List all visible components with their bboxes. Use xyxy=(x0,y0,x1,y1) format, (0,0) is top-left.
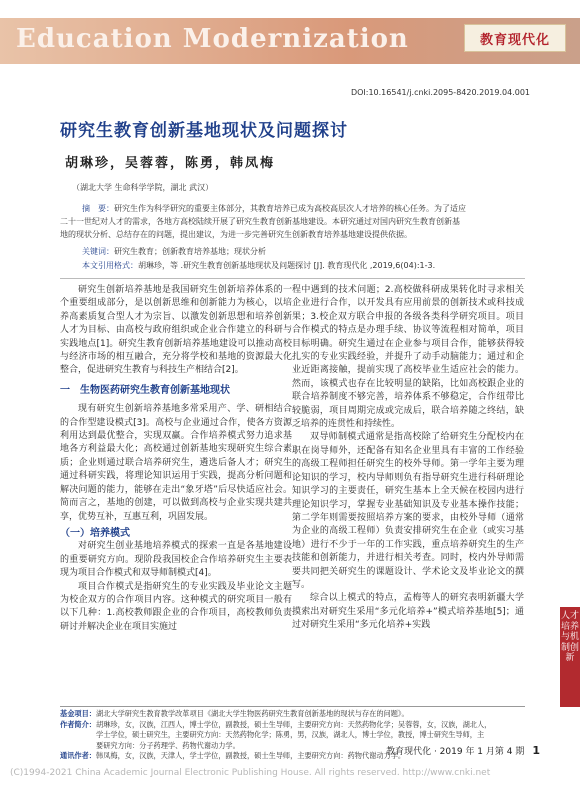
abstract xyxy=(60,202,525,241)
copyright-watermark: (C)1994-2021 China Academic Journal Electronic Publishing House. All rights reserved. http://www.cnki.net xyxy=(10,768,491,778)
body-paragraph: 程中遇到的技术问题；2.高校做科研成果转化时寻求相关企业进行合作，以开发具有应用前景的创新技术或科技成果；3.校企双方联合申报的各级各类科学研究项目。项目合作模式的特点是办理手续、协议等流程相对简单，项目目标明确。研究生通过在企业参与项目合作，能够获得较扎实的专业实践经验，并提升了动手动脑能力；通过和企业近距离接触，提前实现了高校毕业生适应社会的能力。然而，该模式也存在比较明显的缺陷，比如高校跟企业的联合培养制度不够完善，培养体系不够稳定，合作纽带比较脆弱，项目周期完成或完成后，联合培养随之终结，缺乏培养的连贯性和持续性。 xyxy=(292,285,524,430)
fund-text: 湖北大学研究生教育教学改革项目《湖北大学生物医药研究生教育创新基地的现状与存在的问题》。 xyxy=(96,709,409,718)
keywords-text: 研究生教育；创新教育培养基地；现状分析 xyxy=(114,247,266,256)
journal-name-english: Education Modernization xyxy=(16,24,409,54)
page-footer xyxy=(386,744,540,757)
body-paragraph: 现有研究生创新培养基地多常采用产、学、研相结合的合作型建设模式[3]。高校与企业通过合作，使各方资源利用达到最优整合，实现双赢。合作培养模式努力追求基地各方利益最大化；高校通过创新基地实现研究生综合素质；企业则通过联合培养研究生，遴选后备人才；研究生通过科研实践，将理论知识运用于实践，提高分析问题和解决问题的能力，能够在走出“象牙塔”后尽快适应社会。简而言之，基地的创建，可以做到高校与企业实现共建共享，优势互补，互惠互利，巩固发展。 xyxy=(60,404,292,522)
citation-text: 胡琳珍，等 .研究生教育创新基地现状及问题探讨 [J]. 教育现代化 ,2019,6(04):1-3. xyxy=(138,261,436,270)
affiliation: （湖北大学 生命科学学院，湖北 武汉） xyxy=(72,183,214,192)
page-number: 1 xyxy=(532,744,540,757)
subsection-heading: （一）培养模式 xyxy=(60,527,130,539)
body-paragraph: 双导师制模式通常是指高校除了给研究生分配校内在职在岗导师外，还配备有知名企业里具有丰富的工作经验的高级工程师担任研究生的校外导师。第一学年主要为理论知识的学习，校内导师则负有指导研究生进行科研理论知识学习的主要责任，研究生基本上全天候在校园内进行理论知识学习，掌握专业基础知识及专业基本操作技能；第二学年则需要按照培养方案的要求，由校外导师（通常为企业的高级工程师）负责安排研究生在企业（或实习基地）进行不少于一年的工作实践，重点培养研究生的生产技能和创新能力，并进行相关考查。同时，校内外导师需要共同把关研究生的课题设计、学术论文及毕业论文的撰写。 xyxy=(292,432,524,590)
corresponding-author-text: 韩凤梅，女，汉族，天津人，学士学位，副教授，硕士生导师，主要研究方向：药物代谢动力学。 xyxy=(96,751,406,760)
body-paragraph: 研究生创新培养基地是我国研究生创新培养体系的一个重要组成部分，是以创新思维和创新能力为核心，以培养高素质复合型人才为宗旨、以激发创新思想和培养创新人才为目标、由高校与政府组织或企业合作建立的科研与实践地点[1]。研究生教育创新培养基地建设可以推动高校与经济市场的相互融合，充分将学校和基地的资源最大化整合，促进研究生教育与科技生产相结合[2]。 xyxy=(60,285,292,376)
abstract-line: 地的现状分析、总结存在的问题，提出建议，为进一步完善研究生创新教育培养基地建设提供依据。 xyxy=(60,230,412,239)
author-list: 胡琳珍，吴蓉蓉，陈勇，韩凤梅 xyxy=(65,156,276,171)
abstract-line: 研究生作为科学研究的重要主体部分，其教育培养已成为高校高层次人才培养的核心任务。为了适应 xyxy=(114,204,466,213)
author-bio-text: 学士学位，硕士研究生，主要研究方向：天然药物化学；陈勇，男，汉族，湖北人，博士学位，教授，博士研究生导师，主 xyxy=(96,730,485,739)
paper-title: 研究生教育创新基地现状及问题探讨 xyxy=(60,121,348,141)
fund-label: 基金项目： xyxy=(60,709,96,718)
journal-logo: 教育现代化 xyxy=(464,24,566,52)
citation-format xyxy=(82,260,435,271)
body-paragraph: 综合以上模式的特点，孟梅等人的研究表明新疆大学摸索出对研究生采用“多元化培养+”模式培养基地[5]；通过对研究生采用“多元化培养+实践 xyxy=(292,593,524,631)
journal-issue: 教育现代化 · 2019 年 1 月第 4 期 xyxy=(386,747,525,757)
doi-label[interactable]: DOI:10.16541/j.cnki.2095-8420.2019.04.001 xyxy=(350,88,530,97)
section-heading: 一 生物医药研究生教育创新基地现状 xyxy=(60,384,230,396)
keywords-label: 关键词： xyxy=(82,247,114,256)
body-paragraph: 项目合作模式是指研究生的专业实践及毕业论文主题为校企双方的合作项目内容。这种模式的研究项目一般有以下几种：1.高校教师跟企业的合作项目，高校教师负责研讨并解决企业在项目实施过 xyxy=(60,581,292,632)
body-left-column xyxy=(60,284,292,634)
divider xyxy=(60,278,525,279)
abstract-label: 摘 要： xyxy=(82,204,114,213)
body-paragraph: 对研究生创业基地培养模式的探索一直是各基地建设的重要研究方向。现阶段我国校企合作培养研究生主要表现为项目合作模式和双导师制模式[4]。 xyxy=(60,541,292,579)
citation-label: 本文引用格式： xyxy=(82,261,138,270)
corresponding-author-label: 通讯作者： xyxy=(60,751,96,760)
author-bio-text: 胡琳珍，女，汉族，江西人，博士学位，副教授，硕士生导师，主要研究方向：天然药物化学；吴蓉蓉，女，汉族，湖北人， xyxy=(96,719,492,729)
keywords xyxy=(82,246,266,257)
footnote-divider xyxy=(60,706,525,707)
author-bio-label: 作者简介： xyxy=(60,719,96,729)
author-bio-text: 要研究方向：分子药理学、药物代谢动力学。 xyxy=(96,740,240,750)
body-right-column xyxy=(292,284,524,633)
abstract-line: 二十一世纪对人才的需求，各地方高校陆续开展了研究生教育创新基地建设。本研究通过对国内研究生教育创新基 xyxy=(60,217,460,226)
section-side-tab: 人才培养与机制创新 xyxy=(560,607,580,707)
